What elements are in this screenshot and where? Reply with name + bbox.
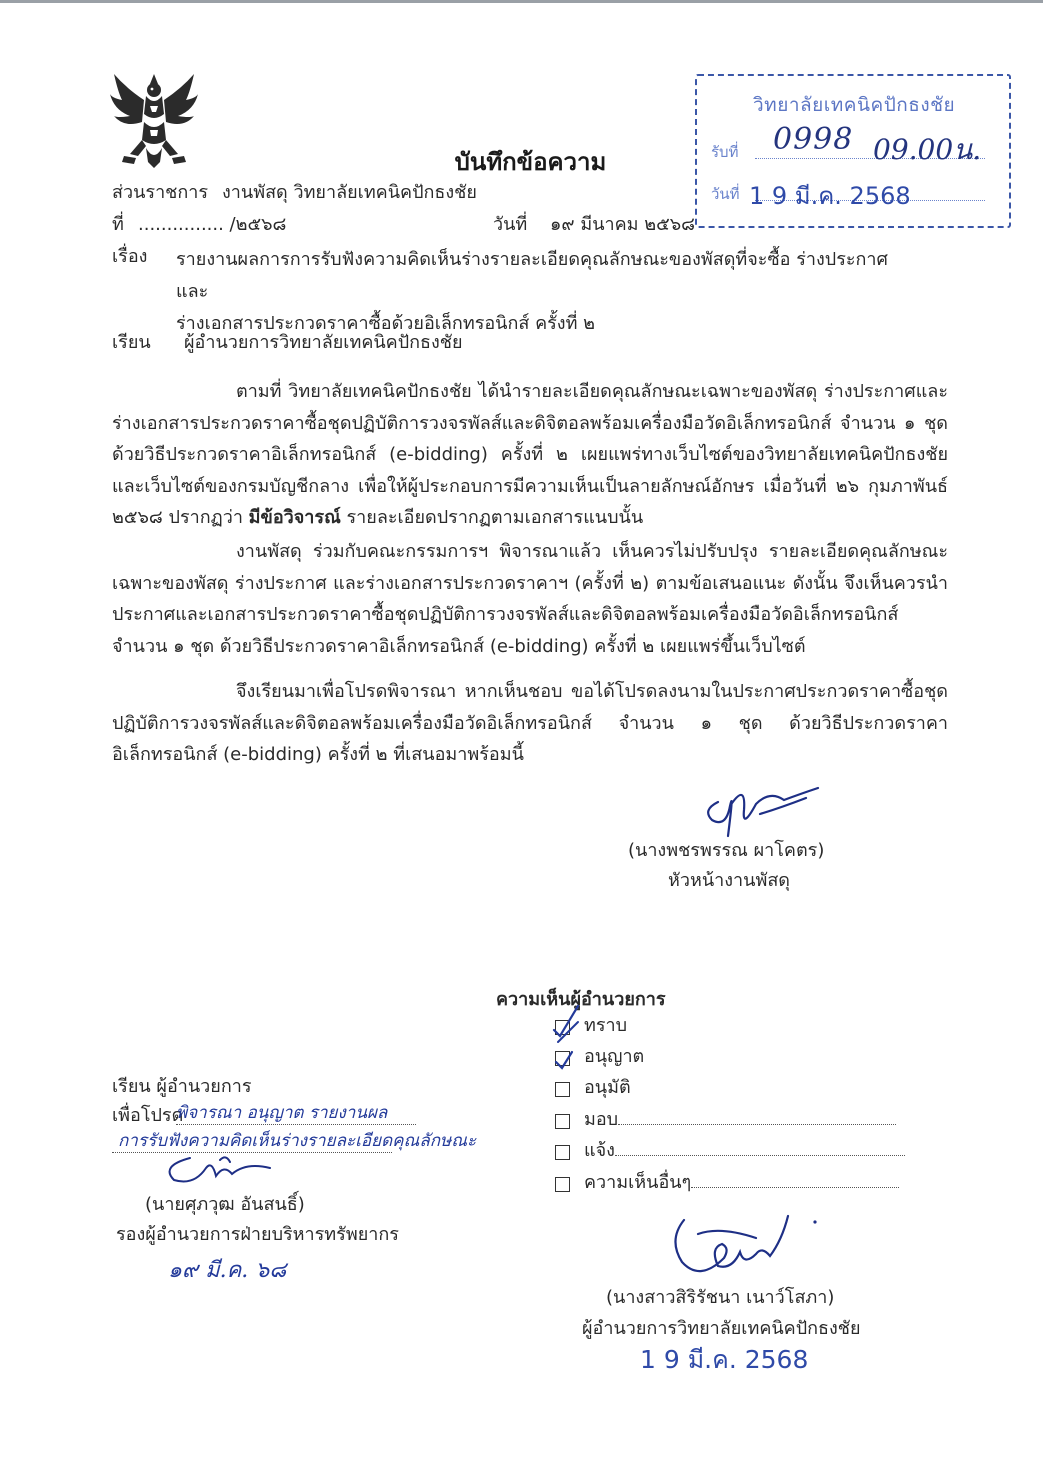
left-note-for-label: เพื่อโปรด [112, 1105, 184, 1126]
left-note-handwritten-2: การรับฟังความคิดเห็นร่างรายละเอียดคุณลักษณะ [118, 1131, 477, 1151]
body-paragraph-3 [112, 676, 948, 771]
option-checkbox-other[interactable] [555, 1177, 570, 1192]
stamp-receive-number: 0998 [773, 122, 854, 157]
director-name: (นางสาวสิริรัชนา เนาว์โสภา) [606, 1287, 835, 1308]
stamp-college-name: วิทยาลัยเทคนิคปักธงชัย [753, 94, 956, 116]
date-value: ๑๙ มีนาคม ๒๕๖๘ [550, 214, 696, 235]
stamp-receive-label: รับที่ [711, 143, 739, 161]
option-label-approve: อนุมัติ [584, 1077, 631, 1098]
to-label: เรียน [112, 332, 151, 353]
left-note-hand-date: ๑๙ มี.ค. ๖๘ [168, 1258, 287, 1283]
document-title: บันทึกข้อความ [454, 148, 607, 176]
stamp-receive-time: 09.00น. [873, 133, 982, 166]
para1-text: ตามที่ วิทยาลัยเทคนิคปักธงชัย ได้นำรายละเอียดคุณลักษณะเฉพาะของพัสดุ ร่างประกาศและร่างเอกสารประกวดราคาซื้อชุดปฏิบัติการวงจรพัลส์และดิจิตอลพร้อมเครื่องมือวัดอิเล็กทรอนิกส์ จำนวน ๑ ชุด ด้วยวิธีประกวดราคาอิเล็กทรอนิกส์ (e-bidding) ครั้งที่ ๒ เผยแพร่ทางเว็บไซต์ของวิทยาลัยเทคนิคปักธงชัย และเว็บไซต์ของกรมบัญชีกลาง เพื่อให้ผู้ประกอบการมีความเห็นเป็นลายลักษณ์อักษร เมื่อวันที่ ๒๖ กุมภาพันธ์ ๒๕๖๘ ปรากฏว่า [112, 381, 948, 528]
signature-2 [160, 1150, 290, 1190]
receiving-stamp [695, 74, 1011, 228]
stamp-date-label: วันที่ [711, 185, 740, 203]
signature-3 [660, 1210, 820, 1290]
option-label-acknowledge: ทราบ [584, 1015, 628, 1036]
signature-1 [700, 780, 830, 840]
stamp-date-value: 1 9 มี.ค. 2568 [749, 182, 911, 210]
body-paragraph-2 [112, 536, 948, 662]
subject-line-2: ร่างเอกสารประกวดราคาซื้อด้วยอิเล็กทรอนิกส์ ครั้งที่ ๒ [176, 313, 596, 334]
subject-text [176, 244, 916, 340]
para2-text: งานพัสดุ ร่วมกับคณะกรรมการฯ พิจารณาแล้ว เห็นควรไม่ปรับปรุง รายละเอียดคุณลักษณะเฉพาะของพัสดุ ร่างประกาศ และร่างเอกสารประกวดราคาฯ (ครั้งที่ ๒) ตามข้อเสนอแนะ ดังนั้น จึงเห็นควรนำประกาศและเอกสารประกวดราคาซื้อชุดปฏิบัติการวงจรพัลส์และดิจิตอลพร้อมเครื่องมือวัดอิเล็กทรอนิกส์ จำนวน ๑ ชุด ด้วยวิธีประกวดราคาอิเล็กทรอนิกส์ (e-bidding) ครั้งที่ ๒ เผยแพร่ขึ้นเว็บไซต์ [112, 541, 948, 657]
option-checkbox-notify[interactable] [555, 1145, 570, 1160]
left-note-dotline [176, 1124, 416, 1125]
para3-text: จึงเรียนมาเพื่อโปรดพิจารณา หากเห็นชอบ ขอได้โปรดลงนามในประกาศประกวดราคาซื้อชุดปฏิบัติการวงจรพัลส์และดิจิตอลพร้อมเครื่องมือวัดอิเล็กทรอนิกส์ จำนวน ๑ ชุด ด้วยวิธีประกวดราคาอิเล็กทรอนิกส์ (e-bidding) ครั้งที่ ๒ ที่เสนอมาพร้อมนี้ [112, 681, 948, 765]
ref-label: ที่ [112, 214, 124, 235]
director-opinion-heading: ความเห็นผู้อำนวยการ [496, 989, 666, 1010]
option-label-other: ความเห็นอื่นๆ [584, 1170, 899, 1196]
handwritten-checkmarks [550, 1006, 610, 1078]
para1-tail: รายละเอียดปรากฏตามเอกสารแนบนั้น [346, 507, 644, 528]
left-note-position: รองผู้อำนวยการฝ่ายบริหารทรัพยากร [116, 1224, 399, 1245]
option-label-permit: อนุญาต [584, 1046, 645, 1067]
left-note-to: เรียน ผู้อำนวยการ [112, 1076, 252, 1097]
department-value: งานพัสดุ วิทยาลัยเทคนิคปักธงชัย [222, 182, 477, 203]
ref-value: ............... /๒๕๖๘ [138, 214, 287, 235]
option-label-assign: มอบ [584, 1107, 896, 1133]
left-note-name: (นายศุภวุฒ อันสนธิ์) [145, 1194, 305, 1215]
option-label-notify: แจ้ง [584, 1138, 905, 1164]
department-label: ส่วนราชการ [112, 182, 209, 203]
left-note-handwritten-1: พิจารณา อนุญาต รายงานผล [176, 1103, 388, 1123]
subject-line-1: รายงานผลการการรับฟังความคิดเห็นร่างรายละเอียดคุณลักษณะของพัสดุที่จะซื้อ ร่างประกาศและ [176, 249, 888, 302]
signer1-position: หัวหน้างานพัสดุ [668, 870, 790, 891]
director-position: ผู้อำนวยการวิทยาลัยเทคนิคปักธงชัย [582, 1318, 861, 1339]
para1-bold: มีข้อวิจารณ์ [248, 507, 341, 528]
to-value: ผู้อำนวยการวิทยาลัยเทคนิคปักธงชัย [184, 332, 463, 353]
option-checkbox-approve[interactable] [555, 1082, 570, 1097]
subject-label: เรื่อง [112, 246, 148, 267]
signer1-name: (นางพชรพรรณ ผาโคตร) [628, 840, 825, 861]
director-date-stamp: 1 9 มี.ค. 2568 [640, 1345, 809, 1374]
body-paragraph-1 [112, 376, 948, 534]
page-top-edge [0, 0, 1043, 3]
date-label: วันที่ [493, 214, 528, 235]
option-checkbox-assign[interactable] [555, 1114, 570, 1129]
